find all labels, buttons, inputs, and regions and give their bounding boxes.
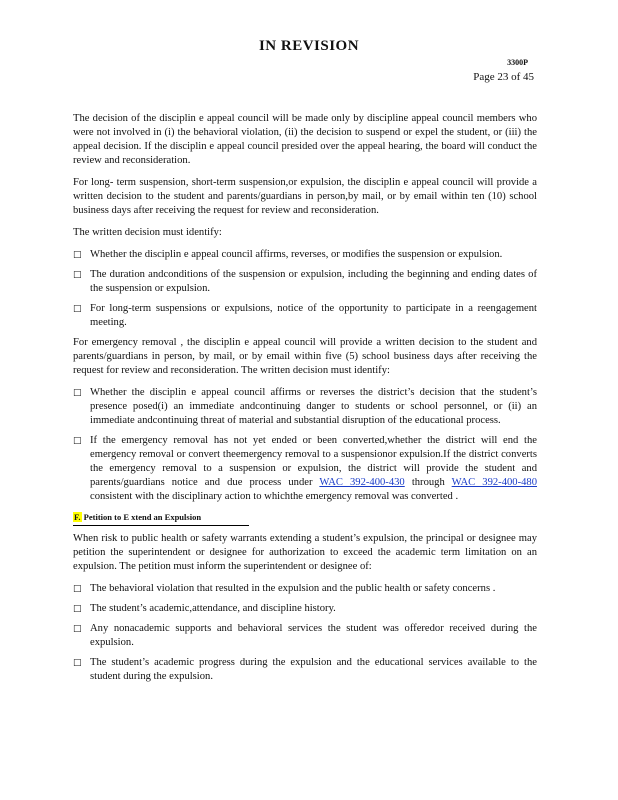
list-item	[73, 622, 537, 650]
list-item-text: The student’s academic progress during the expulsion and the educational services available to the student during the expulsion.	[90, 657, 537, 682]
checkbox-bullet-icon: □	[73, 388, 82, 398]
list-item-text	[90, 435, 537, 502]
checkbox-bullet-icon: □	[73, 270, 82, 280]
list-item-text-part: consistent with the disciplinary action to whichthe emergency removal was converted .	[90, 491, 459, 502]
section-heading-text: Petition to E xtend an Expulsion	[81, 512, 202, 522]
list-item	[73, 602, 537, 616]
paragraph-written-decision-timeline: For long- term suspension, short-term suspension,or expulsion, the disciplin e appeal council will provide a written decision to the student and parents/guardians in person,by mail, or by email within ten (10) school business days after receiving the request for review and reconsideration.	[73, 177, 537, 216]
checkbox-bullet-icon: □	[73, 436, 82, 446]
document-body	[73, 112, 537, 690]
list-item	[73, 268, 537, 296]
paragraph-petition: When risk to public health or safety warrants extending a student’s expulsion, the principal or designee may petition the superintendent or designee for authorization to exceed the academic term limitation on an expulsion. The petition must inform the superintendent or designee of:	[73, 533, 537, 572]
page-number: Page 23 of 45	[473, 71, 534, 83]
list-item	[73, 248, 537, 262]
list-item	[73, 386, 537, 428]
list-item-text: For long-term suspensions or expulsions, notice of the opportunity to participate in a reengagement meeting.	[90, 303, 537, 328]
list-item	[73, 302, 537, 330]
list-item-text: Whether the disciplin e appeal council affirms, reverses, or modifies the suspension or expulsion.	[90, 249, 503, 260]
section-heading-petition	[73, 510, 249, 526]
policy-number: 3300P	[507, 58, 528, 67]
list-item	[73, 434, 537, 504]
list-item-text: Any nonacademic supports and behavioral services the student was offeredor received during the expulsion.	[90, 623, 537, 648]
petition-requirements-list	[73, 582, 537, 684]
paragraph-emergency-removal: For emergency removal , the disciplin e appeal council will provide a written decision to the student and parents/guardians in person, by mail, or by email within five (5) school business days after receiving the request for review and reconsideration. The written decision must identify:	[73, 337, 537, 376]
decision-requirements-list	[73, 248, 537, 330]
wac-392-400-480-link[interactable]: WAC 392-400-480	[451, 477, 538, 488]
list-item-text: The student’s academic,attendance, and discipline history.	[90, 603, 336, 614]
paragraph-appeal-council-members: The decision of the disciplin e appeal council will be made only by discipline appeal council members who were not involved in (i) the behavioral violation, (ii) the decision to suspend or expel the student, or (iii) the appeal decision. If the disciplin e appeal council presided over the appeal hearing, the board will conduct the review and reconsideration.	[73, 113, 537, 166]
paragraph-decision-must-identify: The written decision must identify:	[73, 227, 222, 238]
list-item-text: The behavioral violation that resulted in the expulsion and the public health or safety concerns .	[90, 583, 496, 594]
section-letter: F.	[74, 512, 81, 522]
emergency-decision-list	[73, 386, 537, 504]
list-item	[73, 582, 537, 596]
checkbox-bullet-icon: □	[73, 604, 82, 614]
list-item	[73, 656, 537, 684]
checkbox-bullet-icon: □	[73, 658, 82, 668]
list-item-text-part: through	[404, 477, 452, 488]
page-title: IN REVISION	[258, 38, 360, 54]
checkbox-bullet-icon: □	[73, 624, 82, 634]
list-item-text-part: If the emergency removal has not yet ended or been converted,whether the district will end the emergency removal or convert theemergency removal to a suspensionor expulsion.If the district converts the emergency removal to a suspension or expulsion, the district will provide the student and parents/guardians notice and due process under	[90, 435, 537, 488]
checkbox-bullet-icon: □	[73, 250, 82, 260]
checkbox-bullet-icon: □	[73, 584, 82, 594]
list-item-text: The duration andconditions of the suspension or expulsion, including the beginning and ending dates of the suspension or expulsion.	[90, 269, 537, 294]
wac-392-400-430-link[interactable]: WAC 392-400-430	[319, 477, 405, 488]
checkbox-bullet-icon: □	[73, 304, 82, 314]
list-item-text: Whether the disciplin e appeal council affirms or reverses the district’s decision that the student’s presence posed(i) an immediate andcontinuing danger to students or school personnel, or (ii) an immediate andcontinuing threat of material and substantial disruption of the educational process.	[90, 387, 537, 426]
